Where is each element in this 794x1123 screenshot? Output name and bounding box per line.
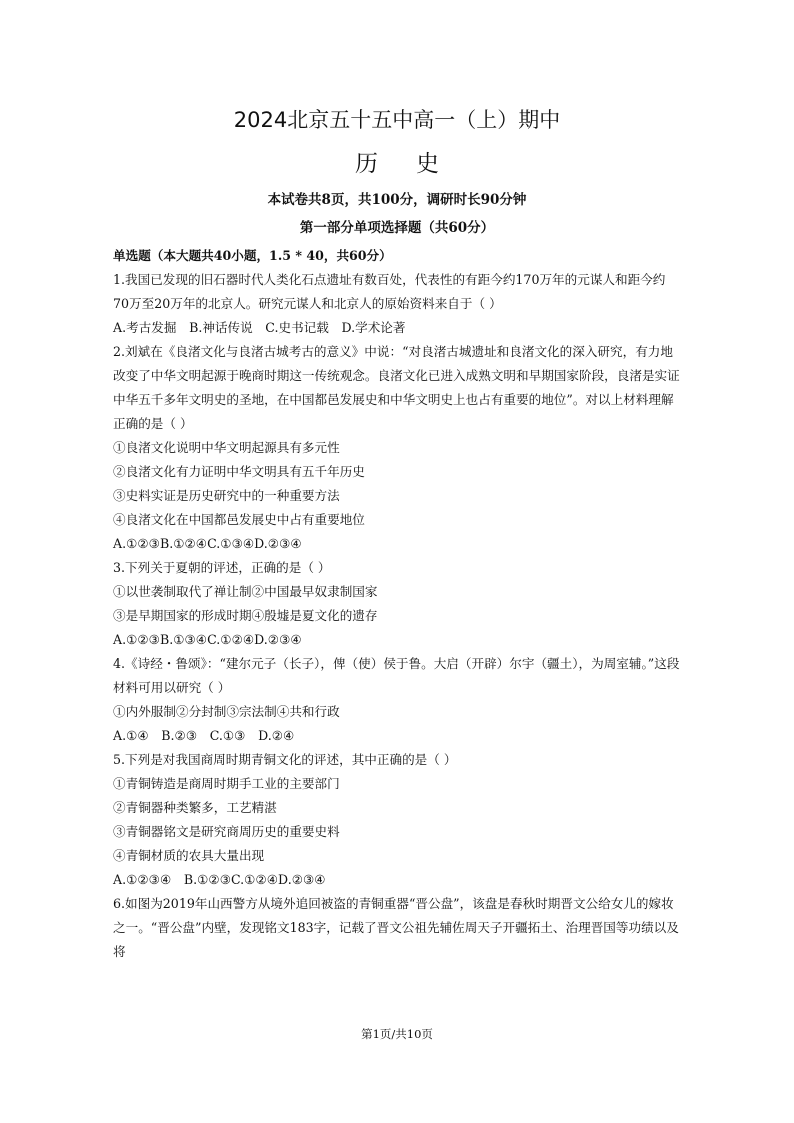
statement-line: ①以世袭制取代了禅让制②中国最早奴隶制国家: [113, 584, 378, 599]
question-stem: 1.我国已发现的旧石器时代人类化石点遗址有数百处，代表性的有距今约170万年的元谋人和距今约70万至20万年的北京人。研究元谋人和北京人的原始资料来自于（ ）: [113, 272, 666, 311]
question-stem: 2.刘斌在《良渚文化与良渚古城考古的意义》中说：“对良渚古城遗址和良渚文化的深入研究，有力地改变了中华文明起源于晚商时期这一传统观念。良渚文化已进入成熟文明和早期国家阶段，良渚是实证中华五千多年文明史的圣地，在中国都邑发展史和中华文明史上也占有重要的地位”。对以上材料理解正确的是（ ）: [113, 344, 680, 431]
subject-title: 历史: [355, 151, 477, 177]
question-3: [113, 556, 681, 652]
question-body: [113, 244, 681, 964]
question-5: [113, 748, 681, 892]
statement-line: ①内外服制②分封制③宗法制④共和行政: [113, 704, 340, 719]
statement-line: ③是早期国家的形成时期④殷墟是夏文化的遗存: [113, 608, 378, 623]
statement-line: ①良渚文化说明中华文明起源具有多元性: [113, 440, 340, 455]
question-6: [113, 892, 681, 964]
question-1: [113, 268, 681, 340]
section-heading: 单选题（本大题共40小题，1.5 * 40，共60分）: [113, 248, 392, 263]
question-options: A.①②③B.①③④C.①②④D.②③④: [113, 632, 302, 647]
question-stem: 4.《诗经・鲁颂》：“建尔元子（长子），俾（使）侯于鲁。大启（开辟）尔宇（疆土），为周室辅。”这段材料可用以研究（ ）: [113, 656, 680, 695]
statement-line: ③青铜器铭文是研究商周历史的重要史料: [113, 824, 340, 839]
question-stem: 6.如图为2019年山西警方从境外追回被盗的青铜重器“晋公盘”，该盘是春秋时期晋文公给女儿的嫁妆之一。“晋公盘”内壁，发现铭文183字，记载了晋文公祖先辅佐周天子开疆拓土、治理晋国等功绩以及将: [113, 896, 679, 959]
exam-info: 本试卷共8页，共100分，调研时长90分钟: [267, 192, 527, 208]
question-options: A.考古发掘 B.神话传说 C.史书记载 D.学术论著: [113, 320, 406, 335]
statement-line: ②良渚文化有力证明中华文明具有五千年历史: [113, 464, 365, 479]
part-heading: 第一部分单项选择题（共60分）: [299, 220, 495, 236]
question-options: A.①④ B.②③ C.①③ D.②④: [113, 728, 295, 743]
statement-line: ②青铜器种类繁多，工艺精湛: [113, 800, 277, 815]
question-stem: 3.下列关于夏朝的评述，正确的是（ ）: [113, 560, 331, 575]
question-options: A.①②③B.①②④C.①③④D.②③④: [113, 536, 302, 551]
question-stem: 5.下列是对我国商周时期青铜文化的评述，其中正确的是（ ）: [113, 752, 457, 767]
exam-title: 2024北京五十五中高一（上）期中: [233, 108, 561, 132]
statement-line: ③史料实证是历史研究中的一种重要方法: [113, 488, 340, 503]
statement-line: ④良渚文化在中国都邑发展史中占有重要地位: [113, 512, 365, 527]
question-4: [113, 652, 681, 748]
page-footer: 第1页/共10页: [361, 1027, 433, 1041]
question-2: [113, 340, 681, 556]
statement-line: ①青铜铸造是商周时期手工业的主要部门: [113, 776, 340, 791]
statement-line: ④青铜材质的农具大量出现: [113, 848, 265, 863]
question-options: A.①②③④ B.①②③C.①②④D.②③④: [113, 872, 326, 887]
